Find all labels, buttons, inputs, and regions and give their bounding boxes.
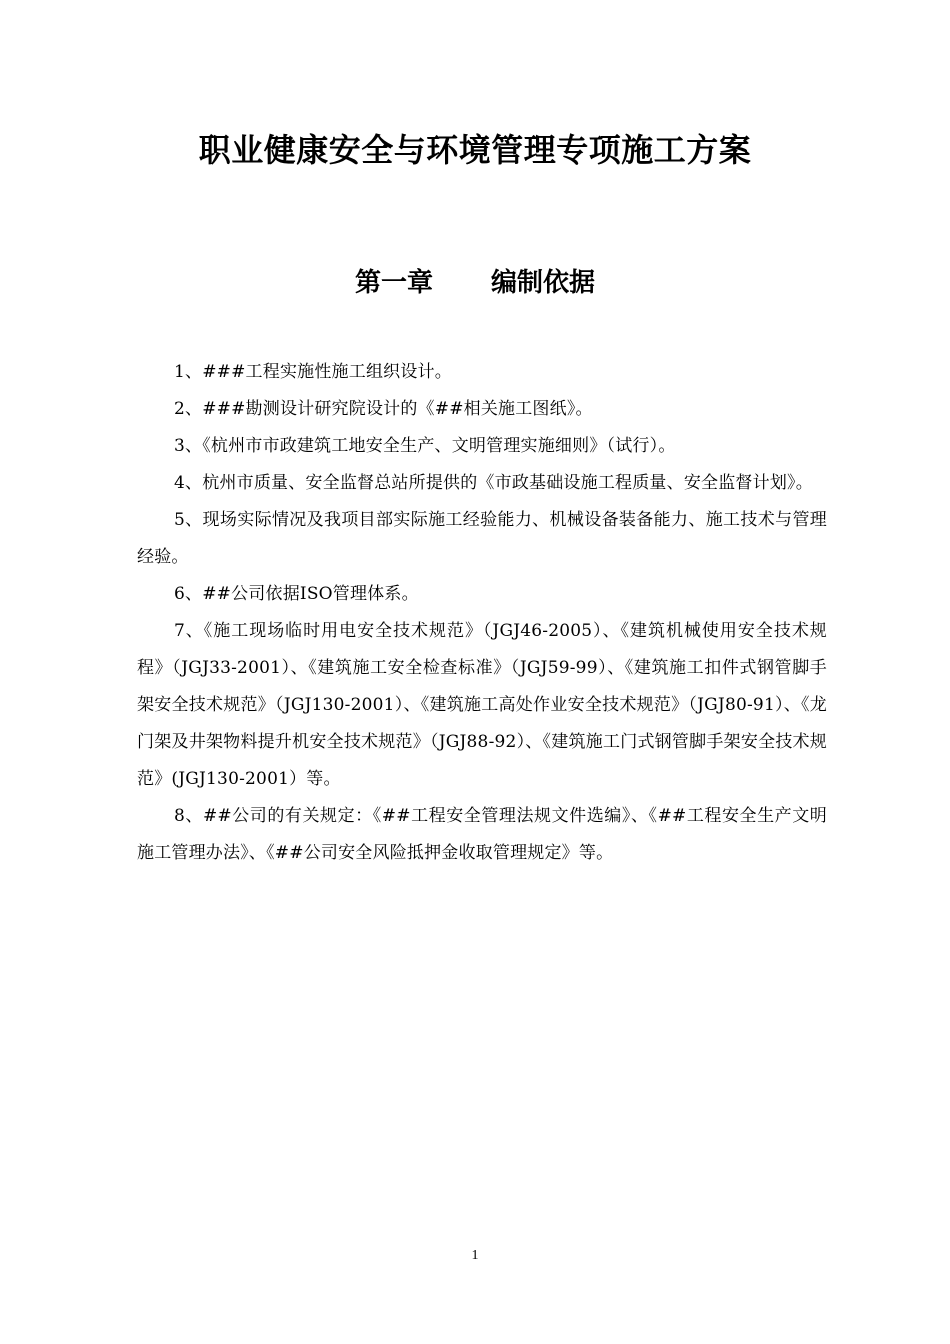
paragraph-3: 3、《杭州市市政建筑工地安全生产、文明管理实施细则》（试行）。 xyxy=(174,436,676,456)
chapter-name: 编制依据 xyxy=(491,268,596,298)
paragraph-4: 4、杭州市质量、安全监督总站所提供的《市政基础设施工程质量、安全监督计划》。 xyxy=(174,473,813,493)
chapter-heading xyxy=(0,262,950,304)
paragraph-6: 6、##公司依据ISO管理体系。 xyxy=(174,584,419,604)
paragraph-8: 8、##公司的有关规定：《##工程安全管理法规文件选编》、《##工程安全生产文明施工管理办法》、《##公司安全风险抵押金收取管理规定》等。 xyxy=(137,806,827,863)
page-number: 1 xyxy=(471,1248,479,1263)
document-body xyxy=(137,354,827,872)
paragraph-7: 7、《施工现场临时用电安全技术规范》（JGJ46-2005）、《建筑机械使用安全技术规程》（JGJ33-2001）、《建筑施工安全检查标准》（JGJ59-99）、《建筑施工扣件式钢管脚手架安全技术规范》（JGJ130-2001）、《建筑施工高处作业安全技术规范》（JGJ80-91）、《龙门架及井架物料提升机安全技术规范》（JGJ88-92）、《建筑施工门式钢管脚手架安全技术规范》(JGJ130-2001）等。 xyxy=(137,621,827,789)
paragraph-2: 2、###勘测设计研究院设计的《##相关施工图纸》。 xyxy=(174,399,593,419)
paragraph-1: 1、###工程实施性施工组织设计。 xyxy=(174,362,452,382)
document-title: 职业健康安全与环境管理专项施工方案 xyxy=(198,131,752,169)
paragraph-5: 5、现场实际情况及我项目部实际施工经验能力、机械设备装备能力、施工技术与管理经验。 xyxy=(137,510,827,567)
chapter-number: 第一章 xyxy=(354,268,433,298)
